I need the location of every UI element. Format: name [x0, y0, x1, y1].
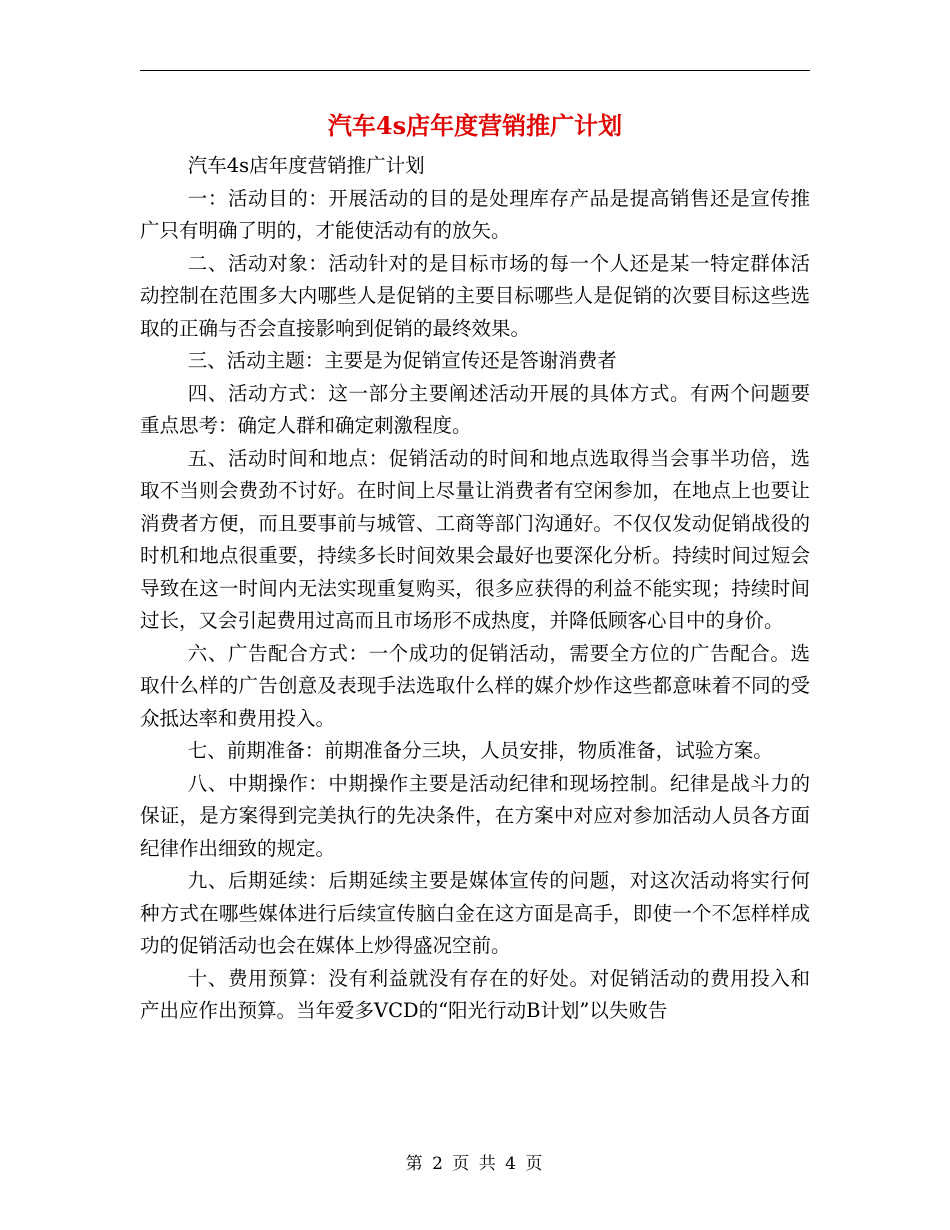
paragraph-advertising: 六、广告配合方式：一个成功的促销活动，需要全方位的广告配合。选取什么样的广告创意及表现手法选取什么样的媒介炒作这些都意味着不同的受众抵达率和费用投入。: [140, 641, 810, 730]
paragraph-preparation: 七、前期准备：前期准备分三块，人员安排，物质准备，试验方案。: [187, 739, 773, 762]
paragraph-activity-method: 四、活动方式：这一部分主要阐述活动开展的具体方式。有两个问题要重点思考：确定人群和确定刺激程度。: [140, 381, 810, 437]
paragraph-follow-up: 九、后期延续：后期延续主要是媒体宣传的问题，对这次活动将实行何种方式在哪些媒体进行后续宣传脑白金在这方面是高手，即使一个不怎样样成功的促销活动也会在媒体上炒得盛况空前。: [140, 869, 810, 957]
paragraph-activity-theme: 三、活动主题：主要是为促销宣传还是答谢消费者: [187, 349, 617, 372]
paragraph-activity-target: 二、活动对象：活动针对的是目标市场的每一个人还是某一特定群体活动控制在范围多大内哪些人是促销的主要目标哪些人是促销的次要目标这些选取的正确与否会直接影响到促销的最终效果。: [140, 251, 810, 340]
document-title: 汽车4s店年度营销推广计划: [327, 111, 623, 140]
paragraph-budget: 十、费用预算：没有利益就没有存在的好处。对促销活动的费用投入和产出应作出预算。当年爱多VCD的“阳光行动B计划”以失败告: [140, 966, 810, 1022]
paragraph-subtitle: 汽车4s店年度营销推广计划: [187, 154, 425, 177]
paragraph-mid-operation: 八、中期操作：中期操作主要是活动纪律和现场控制。纪律是战斗力的保证，是方案得到完美执行的先决条件，在方案中对应对参加活动人员各方面纪律作出细致的规定。: [140, 771, 810, 860]
header-rule: [140, 70, 810, 71]
paragraph-activity-purpose: 一：活动目的：开展活动的目的是处理库存产品是提高销售还是宣传推广只有明确了明的，才能使活动有的放矢。: [140, 186, 810, 242]
paragraph-time-and-place: 五、活动时间和地点：促销活动的时间和地点选取得当会事半功倍，选取不当则会费劲不讨好。在时间上尽量让消费者有空闲参加，在地点上也要让消费者方便，而且要事前与城管、工商等部门沟通好。不仅仅发动促销战役的时机和地点很重要，持续多长时间效果会最好也要深化分析。持续时间过短会导致在这一时间内无法实现重复购买，很多应获得的利益不能实现；持续时间过长，又会引起费用过高而且市场形不成热度，并降低顾客心目中的身价。: [140, 446, 810, 632]
document-body: [140, 150, 810, 1028]
page-number: 第 2 页 共 4 页: [405, 1154, 545, 1174]
